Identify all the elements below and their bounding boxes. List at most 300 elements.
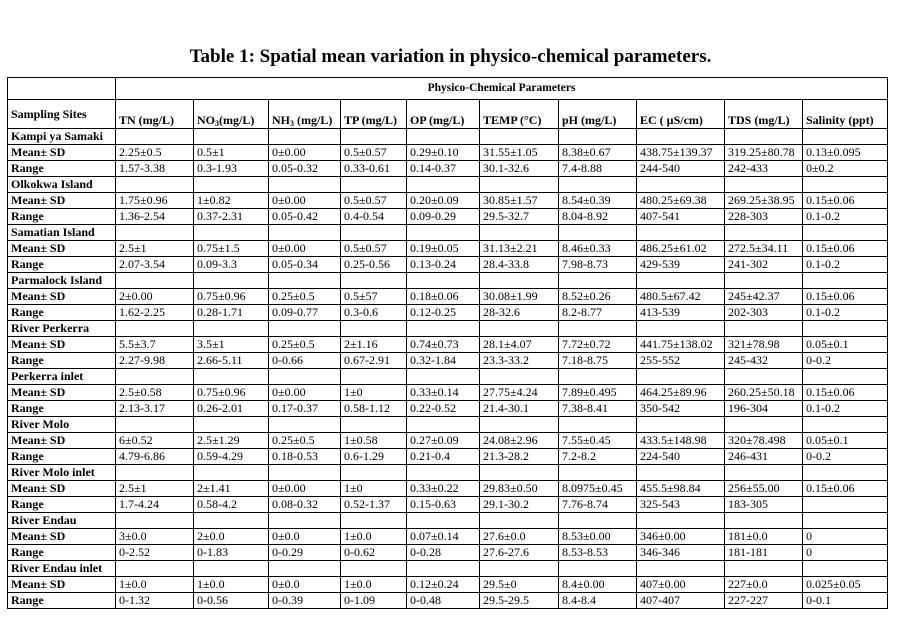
value-cell: 0.17-0.37 (269, 401, 341, 417)
value-cell: 2±0.00 (116, 289, 194, 305)
empty-cell (407, 513, 480, 529)
site-name: Perkerra inlet (8, 369, 116, 385)
empty-cell (725, 273, 803, 289)
empty-cell (341, 513, 407, 529)
value-cell: 0.13-0.24 (407, 257, 480, 273)
column-header: TEMP (°C) (480, 100, 559, 129)
value-cell: 2.25±0.5 (116, 145, 194, 161)
value-cell: 3±0.0 (116, 529, 194, 545)
empty-cell (116, 465, 194, 481)
empty-cell (725, 177, 803, 193)
value-cell: 0.09-0.77 (269, 305, 341, 321)
value-cell: 30.08±1.99 (480, 289, 559, 305)
value-cell: 0.12-0.25 (407, 305, 480, 321)
value-cell: 28-32.6 (480, 305, 559, 321)
empty-cell (116, 129, 194, 145)
value-cell: 7.72±0.72 (559, 337, 637, 353)
value-cell: 244-540 (637, 161, 725, 177)
value-cell: 0±0.2 (803, 161, 888, 177)
column-header: pH (mg/L) (559, 100, 637, 129)
value-cell: 0.75±1.5 (194, 241, 269, 257)
value-cell: 0-2.52 (116, 545, 194, 561)
value-cell: 224-540 (637, 449, 725, 465)
value-cell: 0.25±0.5 (269, 433, 341, 449)
range-row (8, 401, 888, 417)
value-cell: 0-0.66 (269, 353, 341, 369)
value-cell: 29.5-32.7 (480, 209, 559, 225)
value-cell: 7.2-8.2 (559, 449, 637, 465)
range-row (8, 257, 888, 273)
value-cell: 464.25±89.96 (637, 385, 725, 401)
column-header: TN (mg/L) (116, 100, 194, 129)
value-cell: 0 (803, 545, 888, 561)
value-cell: 0.09-3.3 (194, 257, 269, 273)
empty-cell (480, 369, 559, 385)
value-cell: 196-304 (725, 401, 803, 417)
empty-cell (480, 177, 559, 193)
value-cell: 0±0.0 (269, 529, 341, 545)
empty-cell (480, 513, 559, 529)
site-row (8, 129, 888, 145)
row-label: Range (8, 161, 116, 177)
value-cell: 0.15±0.06 (803, 385, 888, 401)
value-cell: 0.32-1.84 (407, 353, 480, 369)
value-cell: 0±0.00 (269, 481, 341, 497)
mean-row (8, 193, 888, 209)
value-cell: 256±55.00 (725, 481, 803, 497)
value-cell: 8.04-8.92 (559, 209, 637, 225)
empty-cell (269, 321, 341, 337)
mean-row (8, 289, 888, 305)
value-cell: 0.6-1.29 (341, 449, 407, 465)
value-cell: 29.83±0.50 (480, 481, 559, 497)
value-cell: 7.98-8.73 (559, 257, 637, 273)
empty-cell (116, 321, 194, 337)
value-cell: 31.13±2.21 (480, 241, 559, 257)
value-cell: 1±0 (341, 385, 407, 401)
mean-row (8, 577, 888, 593)
value-cell: 0.25-0.56 (341, 257, 407, 273)
empty-cell (341, 129, 407, 145)
value-cell: 0.28-1.71 (194, 305, 269, 321)
value-cell: 0.59-4.29 (194, 449, 269, 465)
row-label: Range (8, 593, 116, 609)
mean-row (8, 529, 888, 545)
empty-cell (269, 465, 341, 481)
column-header (269, 100, 341, 129)
empty-cell (803, 273, 888, 289)
empty-cell (803, 417, 888, 433)
value-cell: 0.4-0.54 (341, 209, 407, 225)
value-cell: 6±0.52 (116, 433, 194, 449)
empty-cell (803, 369, 888, 385)
value-cell: 0-0.2 (803, 449, 888, 465)
empty-cell (269, 417, 341, 433)
value-cell: 5.5±3.7 (116, 337, 194, 353)
empty-cell (407, 321, 480, 337)
value-cell: 0.14-0.37 (407, 161, 480, 177)
value-cell: 7.55±0.45 (559, 433, 637, 449)
empty-cell (559, 177, 637, 193)
value-cell: 350-542 (637, 401, 725, 417)
value-cell: 0.5±0.57 (341, 193, 407, 209)
value-cell: 0.21-0.4 (407, 449, 480, 465)
parameters-table (7, 77, 888, 609)
empty-cell (341, 369, 407, 385)
range-row (8, 161, 888, 177)
range-row (8, 353, 888, 369)
empty-cell (116, 369, 194, 385)
value-cell: 8.4-8.4 (559, 593, 637, 609)
value-cell: 2.07-3.54 (116, 257, 194, 273)
value-cell: 0.33±0.22 (407, 481, 480, 497)
value-cell: 429-539 (637, 257, 725, 273)
value-cell: 0.20±0.09 (407, 193, 480, 209)
value-cell: 319.25±80.78 (725, 145, 803, 161)
value-cell: 28.4-33.8 (480, 257, 559, 273)
value-cell: 246-431 (725, 449, 803, 465)
value-cell: 455.5±98.84 (637, 481, 725, 497)
site-row (8, 273, 888, 289)
empty-cell (803, 513, 888, 529)
value-cell: 0-0.48 (407, 593, 480, 609)
mean-row (8, 145, 888, 161)
column-header-row (8, 100, 888, 129)
empty-cell (194, 177, 269, 193)
value-cell: 8.0975±0.45 (559, 481, 637, 497)
value-cell: 29.1-30.2 (480, 497, 559, 513)
value-cell: 1±0.82 (194, 193, 269, 209)
column-header: OP (mg/L) (407, 100, 480, 129)
value-cell: 0 (803, 529, 888, 545)
empty-cell (407, 369, 480, 385)
value-cell: 0.75±0.96 (194, 289, 269, 305)
empty-cell (803, 321, 888, 337)
column-header: Salinity (ppt) (803, 100, 888, 129)
value-cell: 1±0.0 (341, 577, 407, 593)
empty-cell (407, 129, 480, 145)
value-cell: 8.54±0.39 (559, 193, 637, 209)
value-cell: 321±78.98 (725, 337, 803, 353)
value-cell: 0.1-0.2 (803, 401, 888, 417)
empty-cell (803, 465, 888, 481)
value-cell: 7.89±0.495 (559, 385, 637, 401)
empty-cell (559, 225, 637, 241)
empty-cell (480, 129, 559, 145)
empty-cell (637, 369, 725, 385)
empty-cell (116, 561, 194, 577)
value-cell: 0.33±0.14 (407, 385, 480, 401)
row-label: Mean± SD (8, 481, 116, 497)
value-cell: 0-1.83 (194, 545, 269, 561)
row-label: Range (8, 545, 116, 561)
empty-cell (341, 321, 407, 337)
value-cell: 255-552 (637, 353, 725, 369)
value-cell: 0.74±0.73 (407, 337, 480, 353)
value-cell: 0.12±0.24 (407, 577, 480, 593)
row-label: Range (8, 449, 116, 465)
range-row (8, 545, 888, 561)
value-cell: 0.5±0.57 (341, 145, 407, 161)
value-cell: 2.5±1 (116, 481, 194, 497)
empty-cell (269, 225, 341, 241)
value-cell: 0.05-0.34 (269, 257, 341, 273)
value-cell: 0±0.00 (269, 241, 341, 257)
value-cell: 30.1-32.6 (480, 161, 559, 177)
range-row (8, 497, 888, 513)
value-cell: 7.4-8.88 (559, 161, 637, 177)
value-cell: 0.26-2.01 (194, 401, 269, 417)
empty-cell (725, 129, 803, 145)
value-cell: 0.1-0.2 (803, 209, 888, 225)
empty-cell (559, 321, 637, 337)
value-cell: 0.29±0.10 (407, 145, 480, 161)
value-cell: 0-0.56 (194, 593, 269, 609)
row-label: Mean± SD (8, 193, 116, 209)
row-label: Mean± SD (8, 289, 116, 305)
group-header-row (8, 78, 888, 100)
empty-cell (725, 225, 803, 241)
row-label: Range (8, 401, 116, 417)
value-cell: 4.79-6.86 (116, 449, 194, 465)
column-header-sampling-sites: Sampling Sites (8, 100, 116, 129)
empty-cell (803, 225, 888, 241)
value-cell: 8.46±0.33 (559, 241, 637, 257)
value-cell: 0-0.29 (269, 545, 341, 561)
empty-cell (116, 177, 194, 193)
site-name: River Perkerra (8, 321, 116, 337)
value-cell: 0.15-0.63 (407, 497, 480, 513)
value-cell: 0.05-0.32 (269, 161, 341, 177)
value-cell: 21.3-28.2 (480, 449, 559, 465)
value-cell: 0.08-0.32 (269, 497, 341, 513)
value-cell: 0.5±0.57 (341, 241, 407, 257)
value-cell: 269.25±38.95 (725, 193, 803, 209)
site-row (8, 561, 888, 577)
value-cell: 21.4-30.1 (480, 401, 559, 417)
value-cell: 242-433 (725, 161, 803, 177)
value-cell: 8.53-8.53 (559, 545, 637, 561)
value-cell: 8.38±0.67 (559, 145, 637, 161)
row-label: Range (8, 209, 116, 225)
empty-cell (407, 417, 480, 433)
empty-cell (637, 417, 725, 433)
value-cell: 2.66-5.11 (194, 353, 269, 369)
mean-row (8, 481, 888, 497)
empty-cell (480, 321, 559, 337)
value-cell: 8.2-8.77 (559, 305, 637, 321)
empty-cell (194, 561, 269, 577)
empty-cell (559, 417, 637, 433)
value-cell: 407±0.00 (637, 577, 725, 593)
mean-row (8, 385, 888, 401)
empty-cell (480, 465, 559, 481)
value-cell: 0.3-0.6 (341, 305, 407, 321)
value-cell: 0.05-0.42 (269, 209, 341, 225)
column-header: TDS (mg/L) (725, 100, 803, 129)
value-cell: 480.25±69.38 (637, 193, 725, 209)
value-cell: 0.37-2.31 (194, 209, 269, 225)
value-cell: 0.58-1.12 (341, 401, 407, 417)
value-cell: 441.75±138.02 (637, 337, 725, 353)
value-cell: 1±0 (341, 481, 407, 497)
empty-cell (725, 321, 803, 337)
table-body (8, 78, 888, 609)
value-cell: 413-539 (637, 305, 725, 321)
value-cell: 227±0.0 (725, 577, 803, 593)
empty-cell (194, 513, 269, 529)
value-cell: 2±0.0 (194, 529, 269, 545)
empty-cell (725, 513, 803, 529)
empty-cell (559, 561, 637, 577)
value-cell: 1.75±0.96 (116, 193, 194, 209)
value-cell: 0.15±0.06 (803, 481, 888, 497)
empty-cell (194, 225, 269, 241)
value-cell: 407-541 (637, 209, 725, 225)
value-cell: 433.5±148.98 (637, 433, 725, 449)
empty-cell (194, 465, 269, 481)
value-cell: 2.13-3.17 (116, 401, 194, 417)
range-row (8, 449, 888, 465)
table-title: Table 1: Spatial mean variation in physico-chemical parameters. (189, 46, 712, 67)
empty-cell (480, 225, 559, 241)
value-cell: 0.25±0.5 (269, 289, 341, 305)
value-cell: 0.15±0.06 (803, 193, 888, 209)
empty-cell (269, 369, 341, 385)
value-cell: 1.62-2.25 (116, 305, 194, 321)
empty-cell (269, 177, 341, 193)
empty-cell (725, 417, 803, 433)
value-cell: 241-302 (725, 257, 803, 273)
value-cell: 0-0.39 (269, 593, 341, 609)
mean-row (8, 241, 888, 257)
empty-cell (637, 177, 725, 193)
empty-cell (116, 273, 194, 289)
empty-cell (637, 513, 725, 529)
range-row (8, 305, 888, 321)
empty-cell (341, 273, 407, 289)
row-label: Mean± SD (8, 337, 116, 353)
empty-cell (116, 417, 194, 433)
value-cell: 320±78.498 (725, 433, 803, 449)
value-cell: 0.25±0.5 (269, 337, 341, 353)
site-name: River Endau inlet (8, 561, 116, 577)
value-cell: 407-407 (637, 593, 725, 609)
value-cell: 181-181 (725, 545, 803, 561)
empty-cell (194, 129, 269, 145)
empty-cell (637, 273, 725, 289)
empty-cell (194, 273, 269, 289)
value-cell: 480.5±67.42 (637, 289, 725, 305)
site-row (8, 369, 888, 385)
row-label: Range (8, 353, 116, 369)
site-row (8, 225, 888, 241)
empty-cell (637, 225, 725, 241)
empty-cell (116, 513, 194, 529)
site-row (8, 513, 888, 529)
empty-cell (725, 561, 803, 577)
empty-cell (407, 273, 480, 289)
value-cell: 0±0.0 (269, 577, 341, 593)
value-cell: 8.52±0.26 (559, 289, 637, 305)
value-cell: 245-432 (725, 353, 803, 369)
value-cell: 1.7-4.24 (116, 497, 194, 513)
value-cell: 0.5±57 (341, 289, 407, 305)
value-cell: 0.58-4.2 (194, 497, 269, 513)
empty-cell (407, 561, 480, 577)
empty-cell (803, 561, 888, 577)
column-header-subscript: 3 (215, 119, 219, 128)
empty-cell (559, 129, 637, 145)
value-cell: 228-303 (725, 209, 803, 225)
value-cell: 7.18-8.75 (559, 353, 637, 369)
empty-cell (480, 561, 559, 577)
empty-cell (341, 417, 407, 433)
value-cell: 2±1.16 (341, 337, 407, 353)
row-label: Range (8, 497, 116, 513)
empty-cell (637, 321, 725, 337)
value-cell: 0.05±0.1 (803, 433, 888, 449)
value-cell: 0.52-1.37 (341, 497, 407, 513)
value-cell: 0-1.09 (341, 593, 407, 609)
value-cell: 0.15±0.06 (803, 241, 888, 257)
empty-cell (803, 177, 888, 193)
value-cell: 0.18±0.06 (407, 289, 480, 305)
value-cell: 0±0.00 (269, 145, 341, 161)
value-cell: 0.75±0.96 (194, 385, 269, 401)
value-cell: 0.09-0.29 (407, 209, 480, 225)
empty-cell (194, 417, 269, 433)
value-cell: 2.5±0.58 (116, 385, 194, 401)
value-cell: 0.67-2.91 (341, 353, 407, 369)
value-cell: 0-0.2 (803, 353, 888, 369)
value-cell: 8.4±0.00 (559, 577, 637, 593)
value-cell: 0.1-0.2 (803, 305, 888, 321)
empty-cell (341, 465, 407, 481)
value-cell: 0.27±0.09 (407, 433, 480, 449)
empty-cell (194, 369, 269, 385)
empty-cell (341, 561, 407, 577)
site-name: Olkokwa Island (8, 177, 116, 193)
value-cell: 23.3-33.2 (480, 353, 559, 369)
value-cell: 27.75±4.24 (480, 385, 559, 401)
row-label: Mean± SD (8, 385, 116, 401)
empty-cell (803, 129, 888, 145)
value-cell: 346-346 (637, 545, 725, 561)
empty-cell (559, 369, 637, 385)
empty-cell (269, 273, 341, 289)
site-row (8, 177, 888, 193)
value-cell: 28.1±4.07 (480, 337, 559, 353)
empty-cell (637, 129, 725, 145)
value-cell: 1±0.0 (194, 577, 269, 593)
value-cell: 1±0.0 (341, 529, 407, 545)
site-name: Samatian Island (8, 225, 116, 241)
site-row (8, 321, 888, 337)
row-label: Mean± SD (8, 529, 116, 545)
mean-row (8, 337, 888, 353)
empty-cell (480, 417, 559, 433)
value-cell: 181±0.0 (725, 529, 803, 545)
value-cell: 0.3-1.93 (194, 161, 269, 177)
value-cell: 486.25±61.02 (637, 241, 725, 257)
site-name: River Molo inlet (8, 465, 116, 481)
value-cell: 260.25±50.18 (725, 385, 803, 401)
value-cell: 1±0.58 (341, 433, 407, 449)
value-cell: 0±0.00 (269, 385, 341, 401)
value-cell: 0.5±1 (194, 145, 269, 161)
value-cell: 325-543 (637, 497, 725, 513)
